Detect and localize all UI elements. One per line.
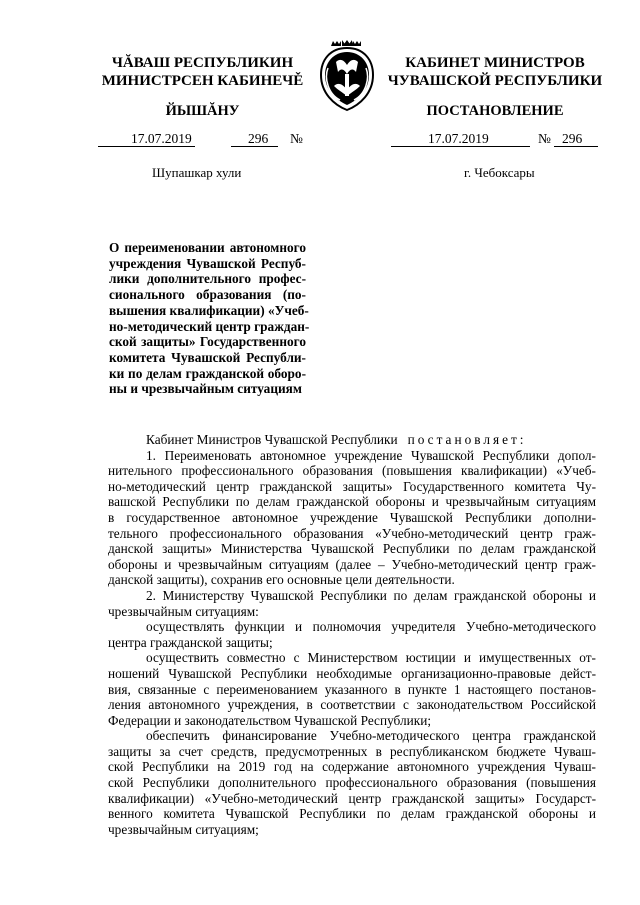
document-body	[108, 432, 596, 837]
body-line: тельного профессионального образования «Учебно-методический центр граж-	[108, 525, 596, 541]
body-line: осуществлять функции и полномочия учредителя Учебно-методического	[146, 619, 596, 635]
title-line: ки по делам гражданской оборо-	[109, 365, 306, 381]
intro-verb: постановляет:	[407, 432, 527, 447]
body-line: ношений Чувашской Республики необходимые организационно-правовые дейст-	[108, 665, 596, 681]
body-line: вия, связанные с переименованием указанного в пункте 1 настоящего постанов-	[108, 681, 596, 697]
right-date-underline	[391, 146, 530, 147]
body-line: обеспечить финансирование Учебно-методического центра гражданской	[146, 728, 596, 744]
right-number-underline	[554, 146, 598, 147]
paragraph-5	[108, 728, 596, 837]
left-date: 17.07.2019	[131, 131, 192, 146]
body-line: квалификации) «Учебно-методический центр гражданской защиты» Государст-	[108, 790, 596, 806]
title-line: комитета Чувашской Республи-	[109, 349, 306, 365]
header-right-org	[385, 54, 605, 90]
header-left-line2: МИНИСТРСЕН КАБИНЕЧĚ	[101, 73, 304, 89]
left-no-sign: №	[290, 131, 303, 146]
title-line: ны и чрезвычайным ситуациям	[109, 381, 302, 397]
paragraph-1	[108, 448, 596, 588]
title-line: сионального образования (по-	[109, 287, 306, 303]
body-line: осуществить совместно с Министерством юстиции и имущественных от-	[146, 650, 596, 666]
body-line: 2. Министерству Чувашской Республики по делам гражданской обороны и	[146, 587, 596, 603]
title-line: вышения квалификации) «Учеб-	[109, 302, 309, 318]
header-left-line1: ЧĂВАШ РЕСПУБЛИКИН	[111, 55, 294, 71]
body-line: вашской Республики по делам гражданской обороны и чрезвычайным ситуациям	[108, 494, 596, 510]
body-line: чрезвычайным ситуациям:	[108, 603, 259, 619]
right-place: г. Чебоксары	[464, 165, 535, 180]
left-date-underline	[98, 146, 195, 147]
title-line: лики дополнительного профес-	[109, 271, 306, 287]
body-line: но-методический центр гражданской защиты» Государственного комитета Чу-	[108, 478, 596, 494]
intro-prefix: Кабинет Министров Чувашской Республики	[146, 432, 398, 447]
body-line: нительного профессионального образования (повышения квалификации) «Учеб-	[108, 463, 596, 479]
body-line: центра гражданской защиты;	[108, 634, 273, 650]
body-line: чрезвычайным ситуациям;	[108, 821, 259, 837]
body-line: 1. Переименовать автономное учреждение Чувашской Республики допол-	[146, 447, 596, 463]
header-left-org	[95, 54, 310, 90]
body-line: ления автономного учреждения, в соответствии с законодательством Российской	[108, 697, 596, 713]
doctype-right: ПОСТАНОВЛЕНИЕ	[426, 103, 564, 119]
chuvashia-emblem-icon	[316, 38, 378, 114]
left-number-underline	[231, 146, 278, 147]
body-line: защиты за счет средств, предусмотренных в республиканском бюджете Чуваш-	[108, 743, 596, 759]
body-line: ской Республики дополнительного профессионального образования (повышения	[108, 775, 596, 791]
title-line: О переименовании автономного	[109, 240, 306, 255]
title-line: ской защиты» Государственного	[109, 334, 306, 350]
body-line: ской Республики на 2019 год на содержание автономного учреждения Чуваш-	[108, 759, 596, 775]
doctype-left: ЙЫШĂНУ	[165, 103, 240, 119]
paragraph-2	[108, 588, 596, 619]
body-line: в государственное автономное учреждение Чувашской Республики дополни-	[108, 509, 596, 525]
header-right-line1: КАБИНЕТ МИНИСТРОВ	[405, 55, 585, 71]
body-line: Федерации и законодательством Чувашской Республики;	[108, 712, 432, 728]
right-number: 296	[562, 131, 583, 146]
body-line: венного комитета Чувашской Республики по делам гражданской обороны и	[108, 806, 596, 822]
document-title	[109, 240, 310, 397]
body-line: данской защиты), сохранив его основные цели деятельности.	[108, 572, 455, 588]
title-line: учреждения Чувашской Респуб-	[109, 255, 306, 271]
body-line: обороны и чрезвычайным ситуациям (далее – Учебно-методический центр граж-	[108, 556, 596, 572]
body-line: данской защиты» Министерства Чувашской Республики по делам гражданской	[108, 541, 596, 557]
paragraph-3	[108, 619, 596, 650]
left-number: 296	[248, 131, 269, 146]
title-line: но-методический центр граждан-	[109, 318, 310, 334]
right-date: 17.07.2019	[428, 131, 489, 146]
left-place: Шупашкар хули	[152, 165, 242, 180]
paragraph-4	[108, 650, 596, 728]
right-no-sign: №	[538, 131, 551, 146]
intro-paragraph	[108, 432, 596, 448]
header-right-line2: ЧУВАШСКОЙ РЕСПУБЛИКИ	[387, 73, 603, 89]
